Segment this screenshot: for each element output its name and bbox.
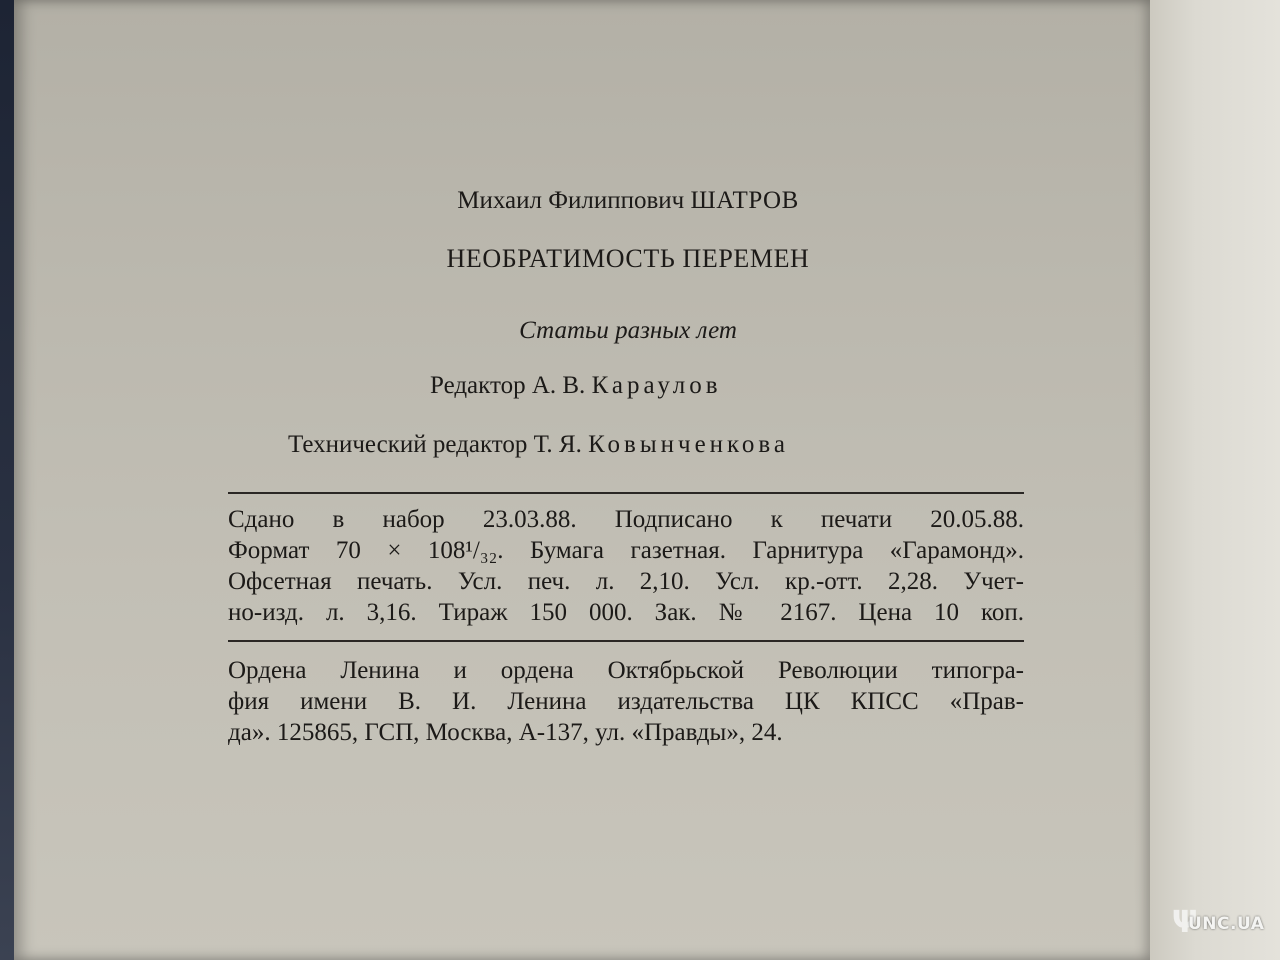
trident-icon: Ψ bbox=[1172, 905, 1198, 940]
book-title: НЕОБРАТИМОСТЬ ПЕРЕМЕН bbox=[446, 244, 810, 273]
divider-rule-bottom bbox=[228, 640, 1024, 642]
dark-cover-edge bbox=[0, 0, 14, 960]
print-details-line: Офсетная печать. Усл. печ. л. 2,10. Усл. кр.-отт. 2,28. Учет- bbox=[228, 568, 1024, 595]
print-details-line: Сдано в набор 23.03.88. Подписано к печати 20.05.88. bbox=[228, 506, 1024, 533]
editor-name: Караулов bbox=[591, 372, 722, 399]
author-line bbox=[0, 188, 1256, 213]
editor-line bbox=[430, 373, 722, 398]
printer-line: Ордена Ленина и ордена Октябрьской Революции типогра- bbox=[228, 657, 1024, 684]
tech-editor-initials: Т. Я. bbox=[533, 431, 582, 458]
author-name: Михаил Филиппович bbox=[457, 187, 685, 214]
book-subtitle: Статьи разных лет bbox=[519, 317, 737, 344]
print-details-line: но-изд. л. 3,16. Тираж 150 000. Зак. № 2167. Цена 10 коп. bbox=[228, 599, 1024, 626]
author-surname: ШАТРОВ bbox=[690, 187, 799, 214]
printer-block bbox=[228, 655, 1024, 748]
tech-editor-role: Технический редактор bbox=[288, 431, 528, 458]
editor-initials: А. В. bbox=[531, 372, 586, 399]
printer-line: фия имени В. И. Ленина издательства ЦК КПСС «Прав- bbox=[228, 688, 1024, 715]
editor-role: Редактор bbox=[430, 372, 526, 399]
background-surface bbox=[1140, 0, 1280, 960]
book-page bbox=[14, 0, 1150, 960]
print-details-line: Формат 70 × 108¹/₃₂. Бумага газетная. Гарнитура «Гарамонд». bbox=[228, 537, 1024, 564]
tech-editor-line bbox=[288, 432, 789, 457]
tech-editor-name: Ковынченкова bbox=[588, 431, 789, 458]
print-details-block bbox=[228, 504, 1024, 628]
printer-line: да». 125865, ГСП, Москва, А-137, ул. «Правды», 24. bbox=[228, 719, 783, 746]
watermark-text: UNC.UA bbox=[1188, 914, 1265, 934]
divider-rule-top bbox=[228, 492, 1024, 494]
site-watermark bbox=[1168, 902, 1274, 950]
